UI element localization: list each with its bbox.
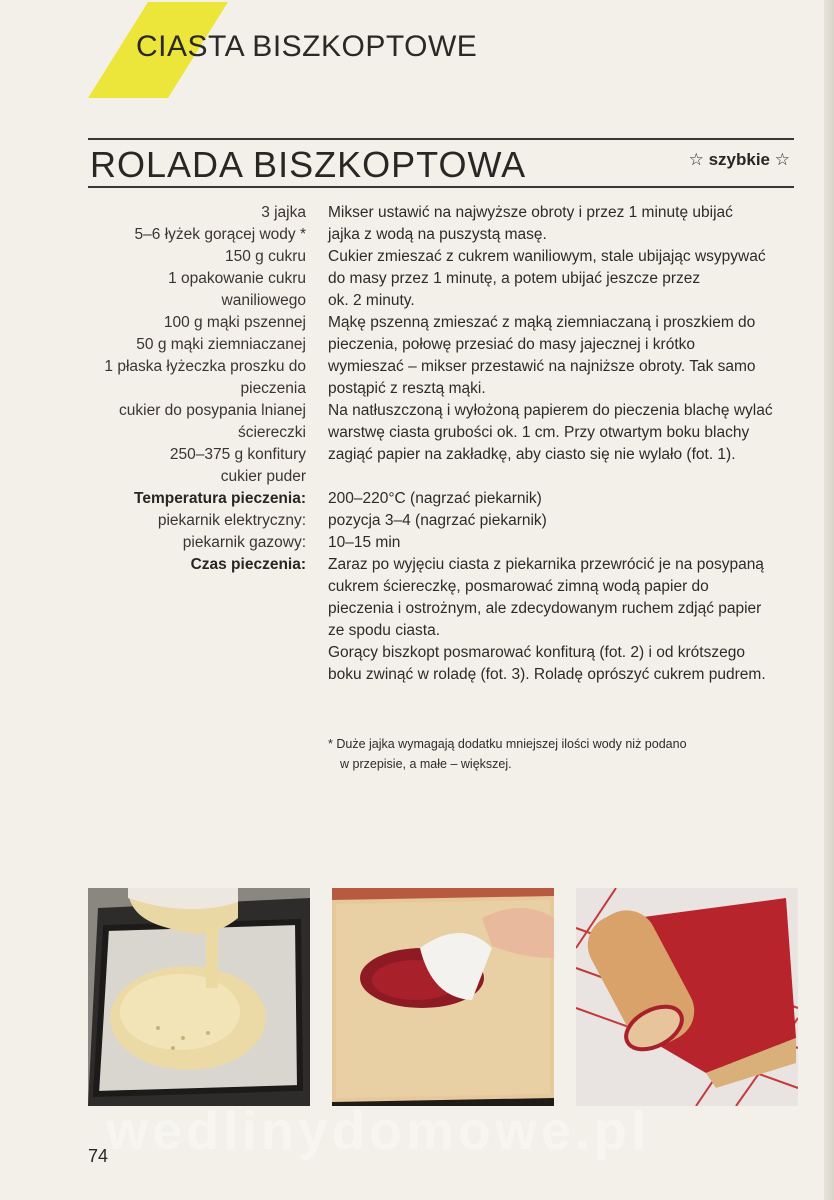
method-line: Mikser ustawić na najwyższe obroty i przez 1 minutę ubijać xyxy=(328,204,733,221)
electric-oven-label: piekarnik elektryczny: xyxy=(157,512,306,529)
ingredient-line: 50 g mąki ziemniaczanej xyxy=(136,336,306,353)
method-line: boku zwinąć w roladę (fot. 3). Roladę oprószyć cukrem pudrem. xyxy=(328,666,766,683)
title-bottom-rule xyxy=(88,186,794,188)
ingredient-line: 1 opakowanie cukru xyxy=(168,270,306,287)
baking-time-label: Czas pieczenia: xyxy=(190,556,306,573)
footnote-line: * Duże jajka wymagają dodatku mniejszej ilości wody niż podano xyxy=(328,737,687,751)
method-line: cukrem ściereczkę, posmarować zimną wodą papier do xyxy=(328,578,709,595)
ingredient-line: cukier do posypania lnianej xyxy=(119,402,306,419)
method-text xyxy=(328,202,798,686)
photo-rolling-roulade xyxy=(576,888,798,1106)
ingredient-line: 250–375 g konfitury xyxy=(169,446,306,463)
method-line: Cukier zmieszać z cukrem waniliowym, stale ubijając wsypywać xyxy=(328,248,766,265)
star-icon: ☆ xyxy=(688,150,704,169)
page-number: 74 xyxy=(88,1146,109,1166)
photo-pouring-batter xyxy=(88,888,310,1106)
method-line: ok. 2 minuty. xyxy=(328,292,415,309)
photo-spreading-jam xyxy=(332,888,554,1106)
ingredient-line: 1 płaska łyżeczka proszku do xyxy=(104,358,306,375)
method-line: do masy przez 1 minutę, a potem ubijać jeszcze przez xyxy=(328,270,701,287)
method-line: Mąkę pszenną zmieszać z mąką ziemniaczaną i proszkiem do xyxy=(328,314,756,331)
ingredient-line: 5–6 łyżek gorącej wody * xyxy=(134,226,306,243)
method-line: warstwę ciasta grubości ok. 1 cm. Przy otwartym boku blachy xyxy=(328,424,750,441)
section-title: CIASTA BISZKOPTOWE xyxy=(136,30,478,63)
recipe-title: ROLADA BISZKOPTOWA xyxy=(90,144,527,185)
star-icon: ☆ xyxy=(774,150,790,169)
footnote-line: w przepisie, a małe – większej. xyxy=(340,757,512,771)
blank-line xyxy=(328,466,798,488)
electric-oven-value: 200–220°C (nagrzać piekarnik) xyxy=(328,490,542,507)
method-line: postąpić z resztą mąki. xyxy=(328,380,486,397)
ingredient-line: ściereczki xyxy=(237,424,306,441)
baking-temperature-label: Temperatura pieczenia: xyxy=(134,490,306,507)
title-top-rule xyxy=(88,138,794,140)
page-edge xyxy=(824,0,834,1200)
method-line: Zaraz po wyjęciu ciasta z piekarnika przewrócić je na posypaną xyxy=(328,556,764,573)
method-line: jajka z wodą na puszystą masę. xyxy=(328,226,547,243)
method-line: pieczenia, połowę przesiać do masy jajecznej i krótko xyxy=(328,336,696,353)
ingredient-line: 100 g mąki pszennej xyxy=(163,314,306,331)
method-line: wymieszać – mikser przestawić na najniższe obroty. Tak samo xyxy=(328,358,756,375)
method-line: pieczenia i ostrożnym, ale zdecydowanym ruchem zdjąć papier xyxy=(328,600,762,617)
baking-time-value: 10–15 min xyxy=(328,534,401,551)
watermark: wedlinydomowe.pl xyxy=(106,1101,651,1161)
method-line: Gorący biszkopt posmarować konfiturą (fot. 2) i od krótszego xyxy=(328,644,745,661)
ingredient-line: 3 jajka xyxy=(261,204,306,221)
gas-oven-label: piekarnik gazowy: xyxy=(182,534,306,551)
footnote xyxy=(328,734,798,774)
method-line: ze spodu ciasta. xyxy=(328,622,441,639)
method-line: Na natłuszczoną i wyłożoną papierem do pieczenia blachę wylać xyxy=(328,402,773,419)
quick-badge xyxy=(689,150,790,170)
ingredients-list xyxy=(80,202,306,576)
ingredient-line: waniliowego xyxy=(221,292,306,309)
ingredient-line: 150 g cukru xyxy=(225,248,306,265)
gas-oven-value: pozycja 3–4 (nagrzać piekarnik) xyxy=(328,512,547,529)
ingredient-line: cukier puder xyxy=(220,468,306,485)
method-line: zagiąć papier na zakładkę, aby ciasto się nie wylało (fot. 1). xyxy=(328,446,736,463)
quick-badge-label: szybkie xyxy=(708,150,771,169)
ingredient-line: pieczenia xyxy=(240,380,306,397)
